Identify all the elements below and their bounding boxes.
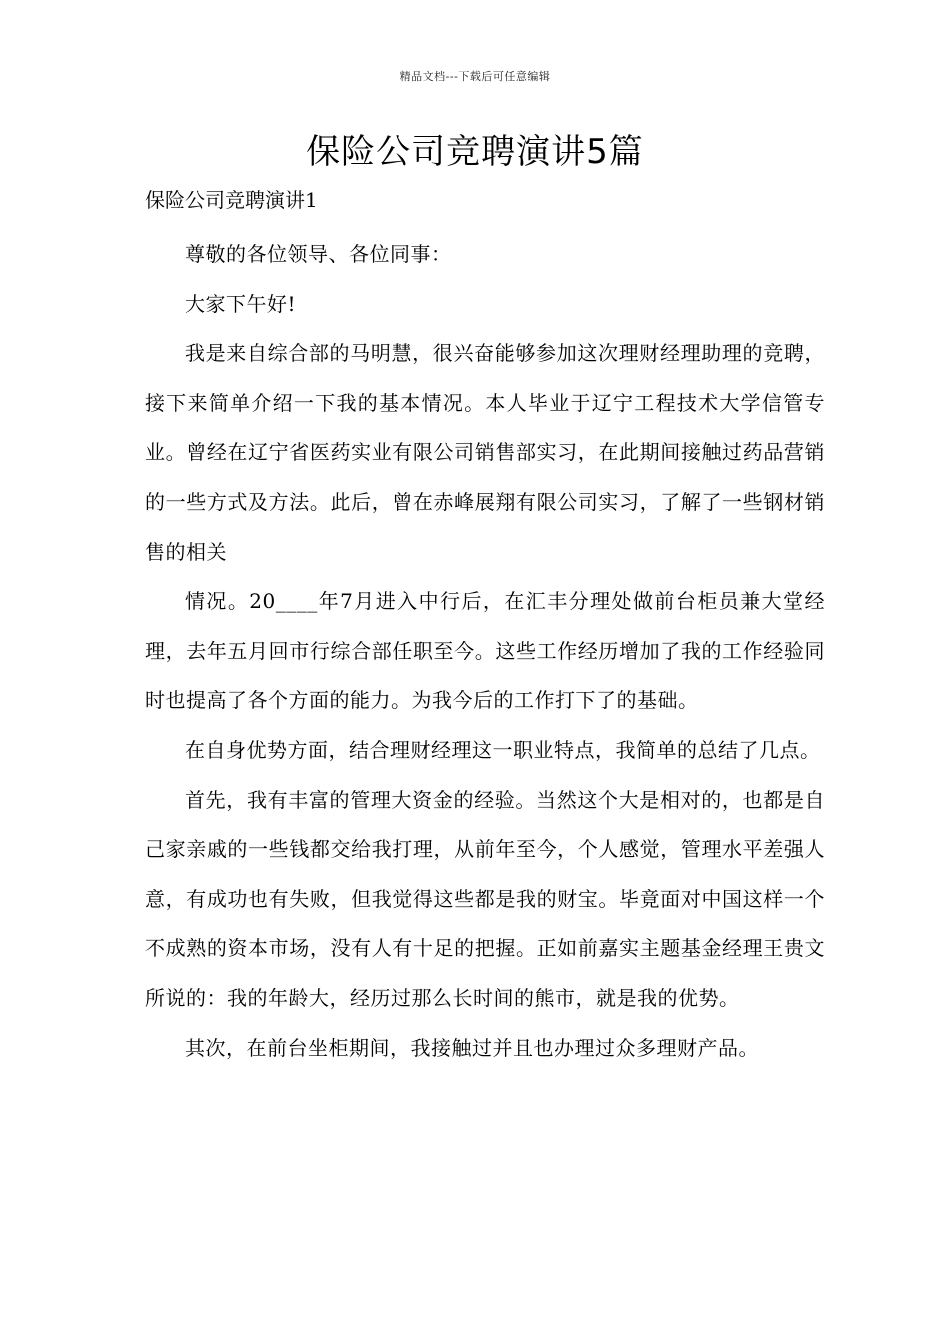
paragraph-second-strength: 其次，在前台坐柜期间，我接触过并且也办理过众多理财产品。 — [185, 1035, 759, 1060]
document-body — [145, 180, 825, 1073]
document-title: 保险公司竞聘演讲5篇 — [306, 132, 644, 172]
page-header-note: 精品文档---下载后可任意编辑 — [399, 70, 551, 83]
paragraph-first-strength: 首先，我有丰富的管理大资金的经验。当然这个大是相对的，也都是自己家亲戚的一些钱都交给我打理，从前年至今，个人感觉，管理水平差强人意，有成功也有失败，但我觉得这些都是我的财宝。毕竟面对中国这样一个不成熟的资本市场，没有人有十足的把握。正如前嘉实主题基金经理王贵文所说的：我的年龄大，经历过那么长时间的熊市，就是我的优势。 — [145, 787, 825, 1010]
paragraph-hello: 大家下午好! — [185, 291, 297, 316]
paragraph-work-history: 情况。20____年7月进入中行后，在汇丰分理处做前台柜员兼大堂经理，去年五月回市行综合部任职至今。这些工作经历增加了我的工作经验同时也提高了各个方面的能力。为我今后的工作打下了的基础。 — [145, 589, 825, 713]
paragraph-strengths-intro: 在自身优势方面，结合理财经理这一职业特点，我简单的总结了几点。 — [185, 737, 821, 762]
section-subtitle: 保险公司竞聘演讲1 — [145, 188, 318, 212]
paragraph-introduction: 我是来自综合部的马明慧，很兴奋能够参加这次理财经理助理的竞聘，接下来简单介绍一下我的基本情况。本人毕业于辽宁工程技术大学信管专业。曾经在辽宁省医药实业有限公司销售部实习，在此期间接触过药品营销的一些方式及方法。此后，曾在赤峰展翔有限公司实习，了解了一些钢材销售的相关 — [145, 341, 825, 564]
paragraph-greeting: 尊敬的各位领导、各位同事： — [185, 242, 452, 266]
